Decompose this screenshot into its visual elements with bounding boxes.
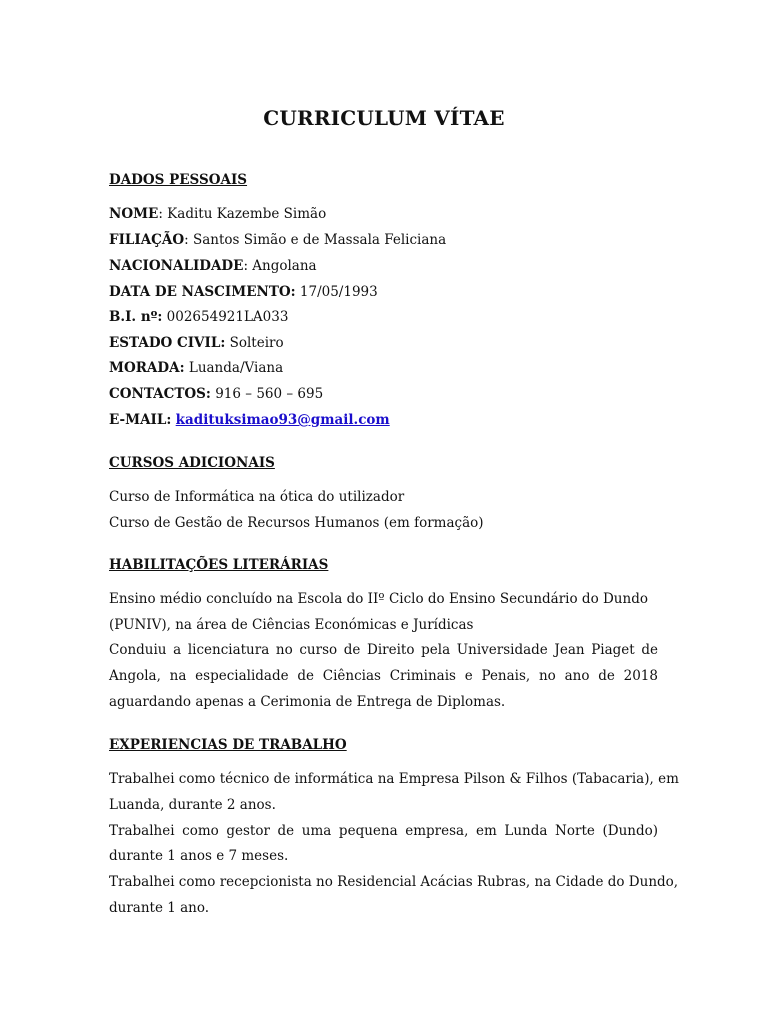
nationality-label: NACIONALIDADE [109, 258, 244, 274]
experience-line: durante 1 anos e 7 meses. [109, 848, 289, 864]
education-line: Conduiu a licenciatura no curso de Direito pela Universidade Jean Piaget de [109, 642, 658, 658]
address-label: MORADA: [109, 360, 185, 376]
experience-line: Luanda, durante 2 anos. [109, 797, 276, 813]
bi-value: 002654921LA033 [162, 309, 289, 325]
name-value: : Kaditu Kazembe Simão [158, 206, 327, 222]
education-line: aguardando apenas a Cerimonia de Entrega de Diplomas. [109, 694, 506, 710]
nationality-value: : Angolana [243, 258, 317, 274]
experience-line: durante 1 ano. [109, 900, 210, 916]
course-item: Curso de Informática na ótica do utilizador [109, 489, 405, 505]
filiation-line [109, 232, 446, 248]
document-title: CURRICULUM VÍTAE [263, 106, 505, 130]
nationality-line [109, 258, 317, 274]
civil-status-value: Solteiro [225, 335, 284, 351]
work-experience-heading: EXPERIENCIAS DE TRABALHO [109, 737, 347, 753]
contacts-line [109, 386, 323, 402]
name-label: NOME [109, 206, 159, 222]
civil-status-line [109, 335, 284, 351]
filiation-value: : Santos Simão e de Massala Feliciana [184, 232, 447, 248]
address-value: Luanda/Viana [184, 360, 284, 376]
filiation-label: FILIAÇÃO [109, 232, 185, 248]
birth-date-value: 17/05/1993 [295, 284, 378, 300]
course-item: Curso de Gestão de Recursos Humanos (em formação) [109, 515, 484, 531]
address-line [109, 360, 283, 376]
education-heading: HABILITAÇÕES LITERÁRIAS [109, 557, 329, 573]
birth-date-line [109, 284, 378, 300]
contacts-label: CONTACTOS: [109, 386, 211, 402]
experience-line: Trabalhei como gestor de uma pequena empresa, em Lunda Norte (Dundo) [109, 823, 658, 839]
education-line: Ensino médio concluído na Escola do IIº Ciclo do Ensino Secundário do Dundo [109, 591, 648, 607]
personal-data-heading: DADOS PESSOAIS [109, 172, 248, 188]
bi-label: B.I. nº: [109, 309, 163, 325]
bi-line [109, 309, 288, 325]
civil-status-label: ESTADO CIVIL: [109, 335, 226, 351]
additional-courses-heading: CURSOS ADICIONAIS [109, 455, 275, 471]
experience-line: Trabalhei como recepcionista no Residencial Acácias Rubras, na Cidade do Dundo, [109, 874, 679, 890]
email-link[interactable]: kadituksimao93@gmail.com [175, 412, 390, 428]
experience-line: Trabalhei como técnico de informática na Empresa Pilson & Filhos (Tabacaria), em [109, 771, 679, 787]
email-line [109, 412, 390, 428]
name-line [109, 206, 326, 222]
email-label: E-MAIL: [109, 412, 172, 428]
contacts-value: 916 – 560 – 695 [210, 386, 324, 402]
birth-date-label: DATA DE NASCIMENTO: [109, 284, 296, 300]
education-line: (PUNIV), na área de Ciências Económicas e Jurídicas [109, 617, 474, 633]
education-line: Angola, na especialidade de Ciências Criminais e Penais, no ano de 2018 [109, 668, 658, 684]
